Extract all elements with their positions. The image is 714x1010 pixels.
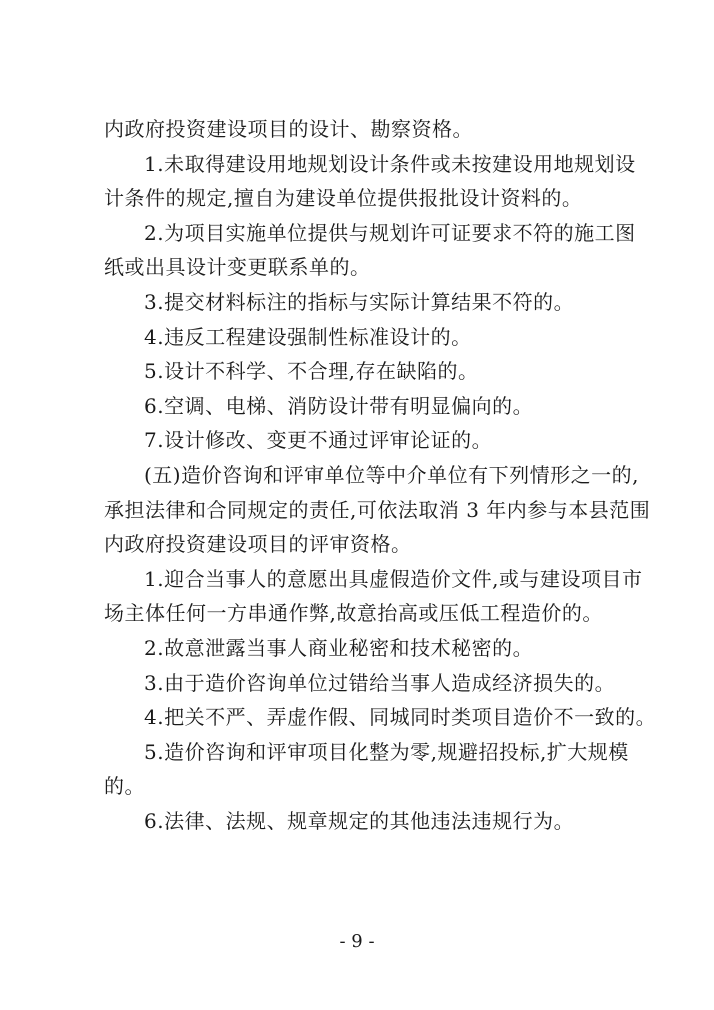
text-line: 1.迎合当事人的意愿出具虚假造价文件,或与建设项目市: [144, 566, 643, 591]
text-line: 内政府投资建设项目的设计、勘察资格。: [104, 117, 473, 141]
text-line: 计条件的规定,擅自为建设单位提供报批设计资料的。: [104, 186, 583, 211]
text-line: 3.由于造价咨询单位过错给当事人造成经济损失的。: [144, 670, 616, 695]
text-line: 5.造价咨询和评审项目化整为零,规避招投标,扩大规模: [144, 739, 629, 764]
text-line: 的。: [104, 774, 145, 799]
text-line: 5.设计不科学、不合理,存在缺陷的。: [144, 359, 479, 384]
text-line: 6.空调、电梯、消防设计带有明显偏向的。: [144, 393, 534, 418]
text-line: 2.故意泄露当事人商业秘密和技术秘密的。: [144, 635, 534, 660]
text-line: 1.未取得建设用地规划设计条件或未按建设用地规划设: [144, 151, 636, 176]
text-line: 纸或出具设计变更联系单的。: [104, 255, 371, 280]
text-line: (五)造价咨询和评审单位等中介单位有下列情形之一的,: [144, 462, 639, 487]
text-line: 2.为项目实施单位提供与规划许可证要求不符的施工图: [144, 220, 636, 245]
body-text: [104, 112, 657, 838]
text-line: 3.提交材料标注的指标与实际计算结果不符的。: [144, 289, 575, 314]
text-line: 7.设计修改、变更不通过评审论证的。: [144, 428, 493, 453]
text-line: 内政府投资建设项目的评审资格。: [104, 532, 412, 557]
text-line: 场主体任何一方串通作弊,故意抬高或压低工程造价的。: [104, 601, 603, 626]
text-line: 承担法律和合同规定的责任,可依法取消 3 年内参与本县范围: [104, 497, 651, 522]
text-line: 4.把关不严、弄虚作假、同城同时类项目造价不一致的。: [144, 705, 657, 730]
page-number: - 9 -: [339, 931, 375, 952]
text-line: 6.法律、法规、规章规定的其他违法违规行为。: [144, 808, 575, 833]
text-line: 4.违反工程建设强制性标准设计的。: [144, 324, 472, 349]
